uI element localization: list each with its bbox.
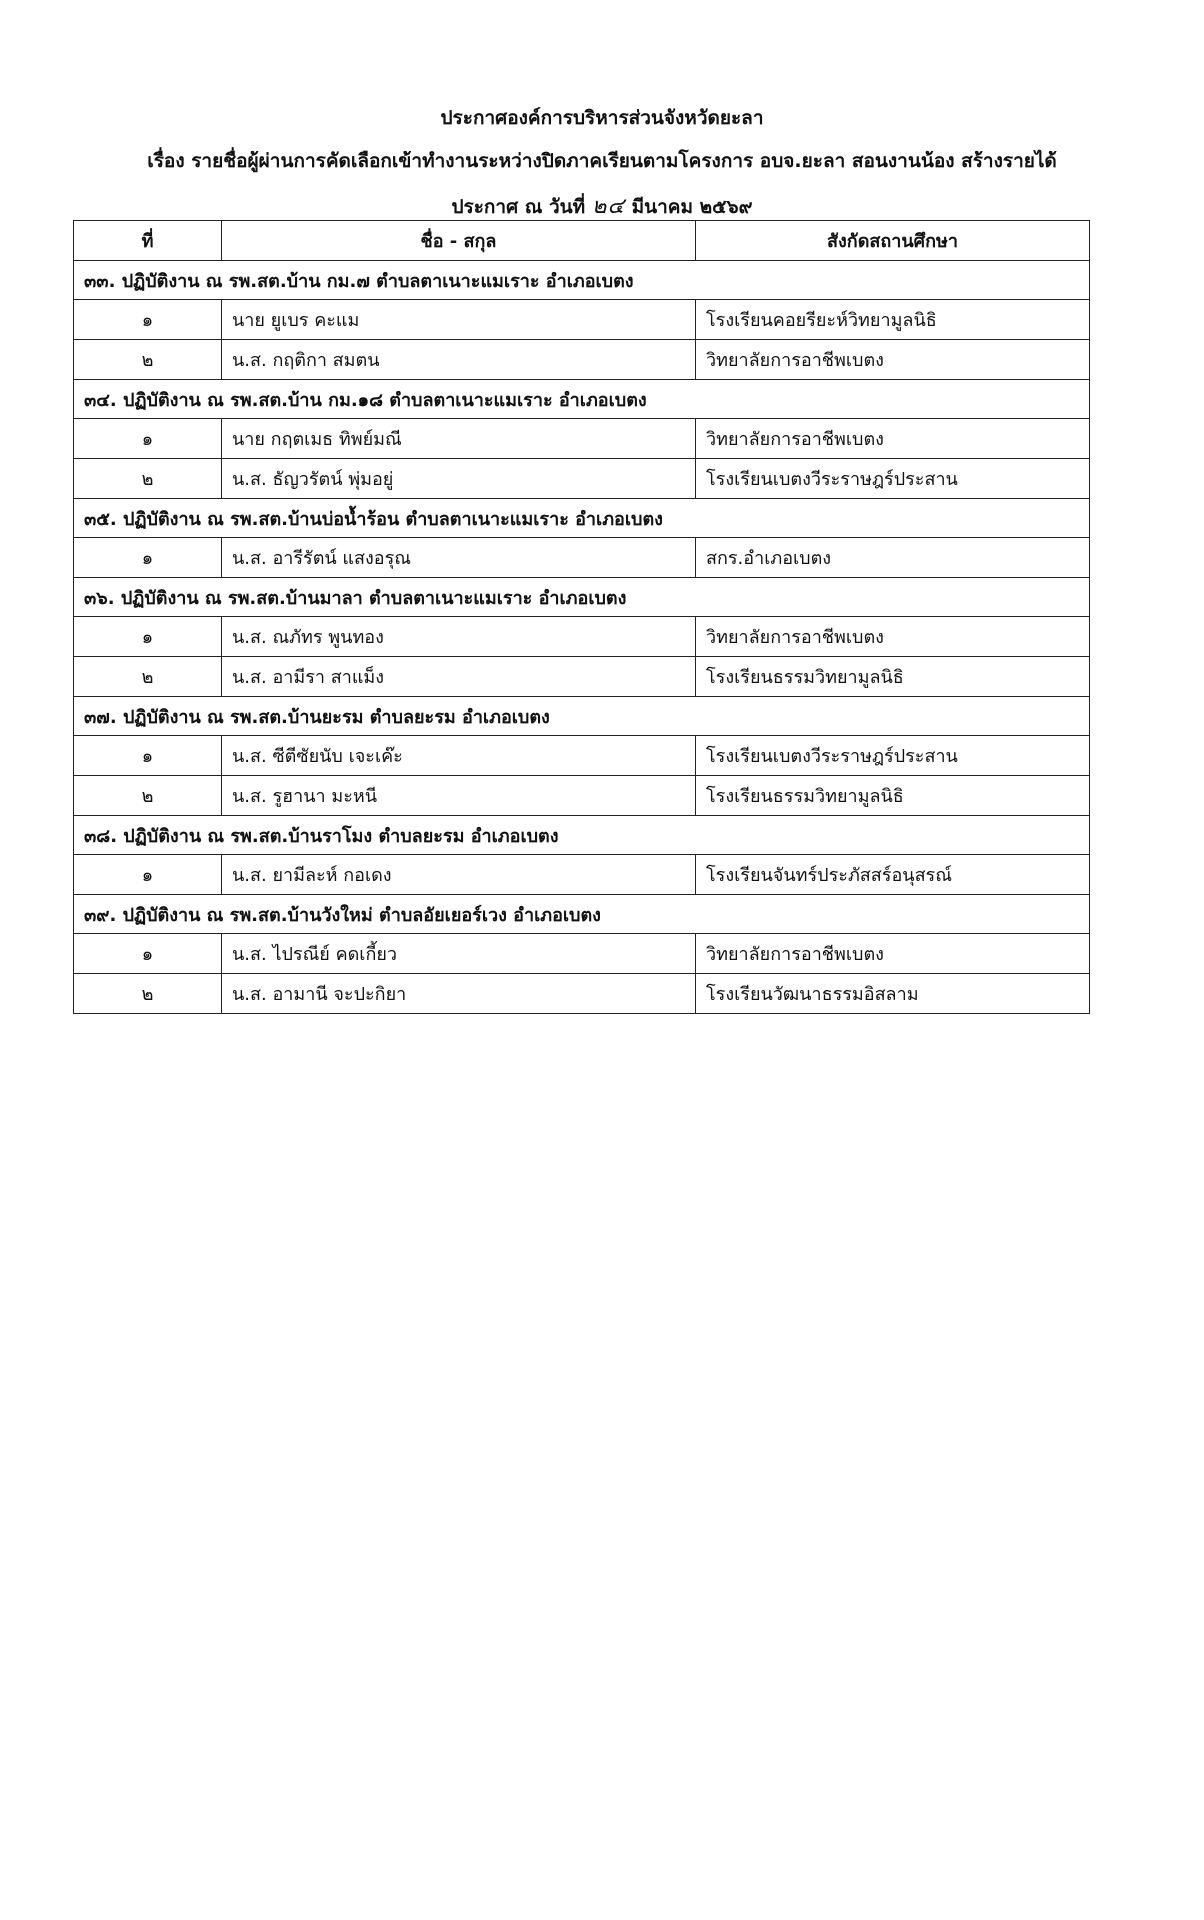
table-row [74, 974, 1090, 1014]
row-number: ๑ [74, 419, 222, 459]
school-name: โรงเรียนเบตงวีระราษฎร์ประสาน [696, 736, 1090, 776]
row-number: ๒ [74, 657, 222, 697]
person-name: น.ส. อารีรัตน์ แสงอรุณ [222, 538, 696, 578]
table-row [74, 657, 1090, 697]
person-name: น.ส. กฤติกา สมตน [222, 340, 696, 380]
school-name: สกร.อำเภอเบตง [696, 538, 1090, 578]
row-number: ๒ [74, 974, 222, 1014]
school-name: โรงเรียนจันทร์ประภัสสร์อนุสรณ์ [696, 855, 1090, 895]
date-day-handwritten: ๒๔ [591, 194, 625, 219]
person-name: น.ส. ณภัทร พูนทอง [222, 617, 696, 657]
person-name: น.ส. ธัญวรัตน์ พุ่มอยู่ [222, 459, 696, 499]
school-name: โรงเรียนคอยรียะห์วิทยามูลนิธิ [696, 300, 1090, 340]
table-header-row [74, 221, 1090, 261]
group-row [74, 697, 1090, 736]
group-title: ๓๘. ปฏิบัติงาน ณ รพ.สต.บ้านราโมง ตำบลยะรม อำเภอเบตง [74, 816, 1090, 855]
school-name: วิทยาลัยการอาชีพเบตง [696, 419, 1090, 459]
announcement-date [0, 188, 1204, 223]
table-body [74, 261, 1090, 1014]
table-row [74, 855, 1090, 895]
person-name: นาย กฤตเมธ ทิพย์มณี [222, 419, 696, 459]
person-name: น.ส. อามานี จะปะกิยา [222, 974, 696, 1014]
school-name: วิทยาลัยการอาชีพเบตง [696, 934, 1090, 974]
row-number: ๑ [74, 855, 222, 895]
table-row [74, 419, 1090, 459]
school-name: วิทยาลัยการอาชีพเบตง [696, 340, 1090, 380]
school-name: โรงเรียนวัฒนาธรรมอิสลาม [696, 974, 1090, 1014]
group-title: ๓๓. ปฏิบัติงาน ณ รพ.สต.บ้าน กม.๗ ตำบลตาเนาะแมเราะ อำเภอเบตง [74, 261, 1090, 300]
date-prefix: ประกาศ ณ วันที่ [451, 196, 586, 218]
group-row [74, 895, 1090, 934]
announcement-title: ประกาศองค์การบริหารส่วนจังหวัดยะลา [440, 107, 764, 129]
row-number: ๑ [74, 617, 222, 657]
row-number: ๑ [74, 300, 222, 340]
group-title: ๓๖. ปฏิบัติงาน ณ รพ.สต.บ้านมาลา ตำบลตาเนาะแมเราะ อำเภอเบตง [74, 578, 1090, 617]
school-name: โรงเรียนเบตงวีระราษฎร์ประสาน [696, 459, 1090, 499]
row-number: ๑ [74, 934, 222, 974]
person-name: น.ส. ยามีละห์ กอเดง [222, 855, 696, 895]
group-title: ๓๙. ปฏิบัติงาน ณ รพ.สต.บ้านวังใหม่ ตำบลอัยเยอร์เวง อำเภอเบตง [74, 895, 1090, 934]
group-row [74, 578, 1090, 617]
row-number: ๒ [74, 340, 222, 380]
group-title: ๓๗. ปฏิบัติงาน ณ รพ.สต.บ้านยะรม ตำบลยะรม อำเภอเบตง [74, 697, 1090, 736]
table-row [74, 459, 1090, 499]
group-row [74, 816, 1090, 855]
row-number: ๑ [74, 736, 222, 776]
school-name: โรงเรียนธรรมวิทยามูลนิธิ [696, 657, 1090, 697]
row-number: ๒ [74, 459, 222, 499]
results-table [73, 220, 1090, 1014]
school-name: วิทยาลัยการอาชีพเบตง [696, 617, 1090, 657]
table-row [74, 538, 1090, 578]
person-name: น.ส. ไปรณีย์ คดเกี้ยว [222, 934, 696, 974]
column-header-school: สังกัดสถานศึกษา [696, 221, 1090, 261]
person-name: นาย ยูเบร คะแม [222, 300, 696, 340]
group-row [74, 499, 1090, 538]
table-row [74, 340, 1090, 380]
table-row [74, 776, 1090, 816]
column-header-no: ที่ [74, 221, 222, 261]
table-row [74, 617, 1090, 657]
table-row [74, 300, 1090, 340]
group-title: ๓๔. ปฏิบัติงาน ณ รพ.สต.บ้าน กม.๑๘ ตำบลตาเนาะแมเราะ อำเภอเบตง [74, 380, 1090, 419]
table-row [74, 934, 1090, 974]
date-suffix: มีนาคม ๒๕๖๙ [631, 196, 753, 218]
row-number: ๒ [74, 776, 222, 816]
announcement-subject: เรื่อง รายชื่อผู้ผ่านการคัดเลือกเข้าทำงานระหว่างปิดภาคเรียนตามโครงการ อบจ.ยะลา สอนงานน้อง สร้างรายได้ [147, 150, 1057, 172]
person-name: น.ส. รูฮานา มะหนี [222, 776, 696, 816]
school-name: โรงเรียนธรรมวิทยามูลนิธิ [696, 776, 1090, 816]
group-title: ๓๕. ปฏิบัติงาน ณ รพ.สต.บ้านบ่อน้ำร้อน ตำบลตาเนาะแมเราะ อำเภอเบตง [74, 499, 1090, 538]
person-name: น.ส. อามีรา สาแม็ง [222, 657, 696, 697]
row-number: ๑ [74, 538, 222, 578]
group-row [74, 261, 1090, 300]
group-row [74, 380, 1090, 419]
column-header-name: ชื่อ - สกุล [222, 221, 696, 261]
person-name: น.ส. ซีตีซัยนับ เจะเค๊ะ [222, 736, 696, 776]
table-row [74, 736, 1090, 776]
